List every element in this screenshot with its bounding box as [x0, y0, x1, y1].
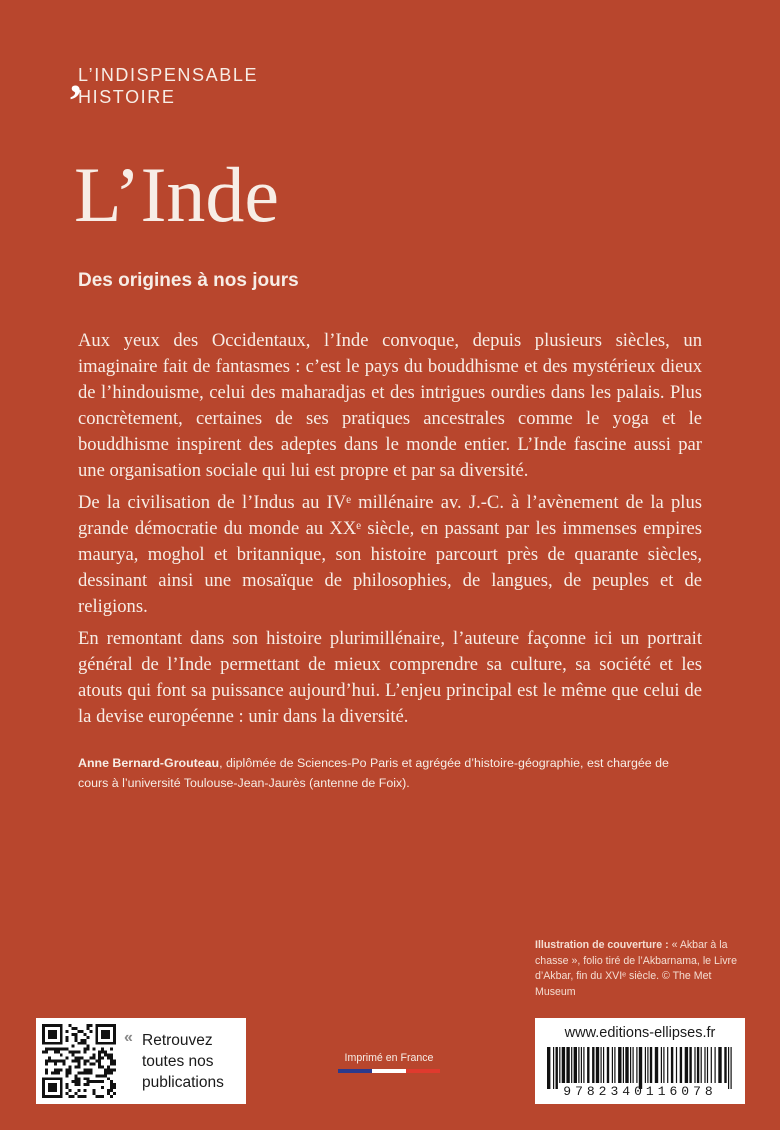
illustration-credit	[535, 938, 750, 1000]
qr-caption	[142, 1030, 242, 1093]
blurb-paragraph: En remontant dans son histoire plurimillénaire, l’auteure façonne ici un portrait général de l’Inde permettant de mieux comprendre sa culture, sa société et les atouts qui font sa puissance aujourd’hui. L’enjeu principal est le même que celui de la devise européenne : unir dans la diversité.	[78, 628, 702, 727]
isbn-number	[537, 1084, 743, 1099]
double-chevron-left-icon: «	[124, 1029, 133, 1046]
printed-in-label: Imprimé en France	[344, 1052, 434, 1064]
blurb-paragraph: Aux yeux des Occidentaux, l’Inde convoque, depuis plusieurs siècles, un imaginaire fait de fantasmes : c’est le pays du bouddhisme et des mystérieux dieux de l’hindouisme, celui des maharadjas et des intrigues ourdies dans les palais. Plus concrètement, certaines de ses pratiques ancestrales comme le yoga et le bouddhisme inspirent des adeptes dans le monde entier. L’Inde fascine aussi par une organisation sociale qui lui est propre et par sa diversité.	[78, 330, 702, 481]
credit-label: Illustration de couverture :	[535, 939, 669, 951]
author-name: Anne Bernard-Grouteau	[78, 756, 220, 770]
series-logo	[70, 51, 259, 108]
author-bio-text: , diplômée de Sciences-Po Paris et agrégée d’histoire-géographie, est chargée de cours à l’université Toulouse-Jean-Jaurès (antenne de Foix).	[78, 756, 669, 790]
book-title: L’Inde	[74, 151, 280, 238]
comma-logo-icon: ,	[70, 51, 82, 102]
publisher-website[interactable]: www.editions-ellipses.fr	[564, 1025, 716, 1041]
blurb-paragraph: De la civilisation de l’Indus au IVᵉ millénaire av. J.-C. à l’avènement de la plus grande démocratie du monde au XXᵉ siècle, en passant par les immenses empires maurya, moghol et britannique, son histoire parcourt près de quarante siècles, dessinant ainsi une mosaïque de philosophies, de langues, de peuples et de religions.	[78, 492, 702, 617]
qr-caption-line: Retrouvez	[142, 1032, 213, 1049]
barcode-panel	[535, 1018, 745, 1104]
qr-panel[interactable]	[36, 1018, 246, 1104]
french-flag-stripe	[338, 1069, 440, 1073]
flag-red	[406, 1069, 440, 1073]
series-name-line1: L’INDISPENSABLE	[78, 65, 259, 85]
credit-text: « Akbar à la chasse », folio tiré de l’Akbarnama, le Livre d’Akbar, fin du XVIᵉ siècle. © The Met Museum	[535, 939, 737, 998]
flag-blue	[338, 1069, 372, 1073]
author-bio	[78, 753, 678, 793]
qr-caption-line: toutes nos	[142, 1053, 214, 1070]
isbn-digits: 9782340116078	[563, 1084, 717, 1099]
flag-white	[372, 1069, 406, 1073]
qr-code-icon[interactable]	[42, 1024, 116, 1098]
book-subtitle: Des origines à nos jours	[78, 270, 299, 291]
qr-caption-line: publications	[142, 1074, 224, 1091]
blurb	[78, 328, 702, 736]
series-name-line2: HISTOIRE	[78, 87, 176, 107]
